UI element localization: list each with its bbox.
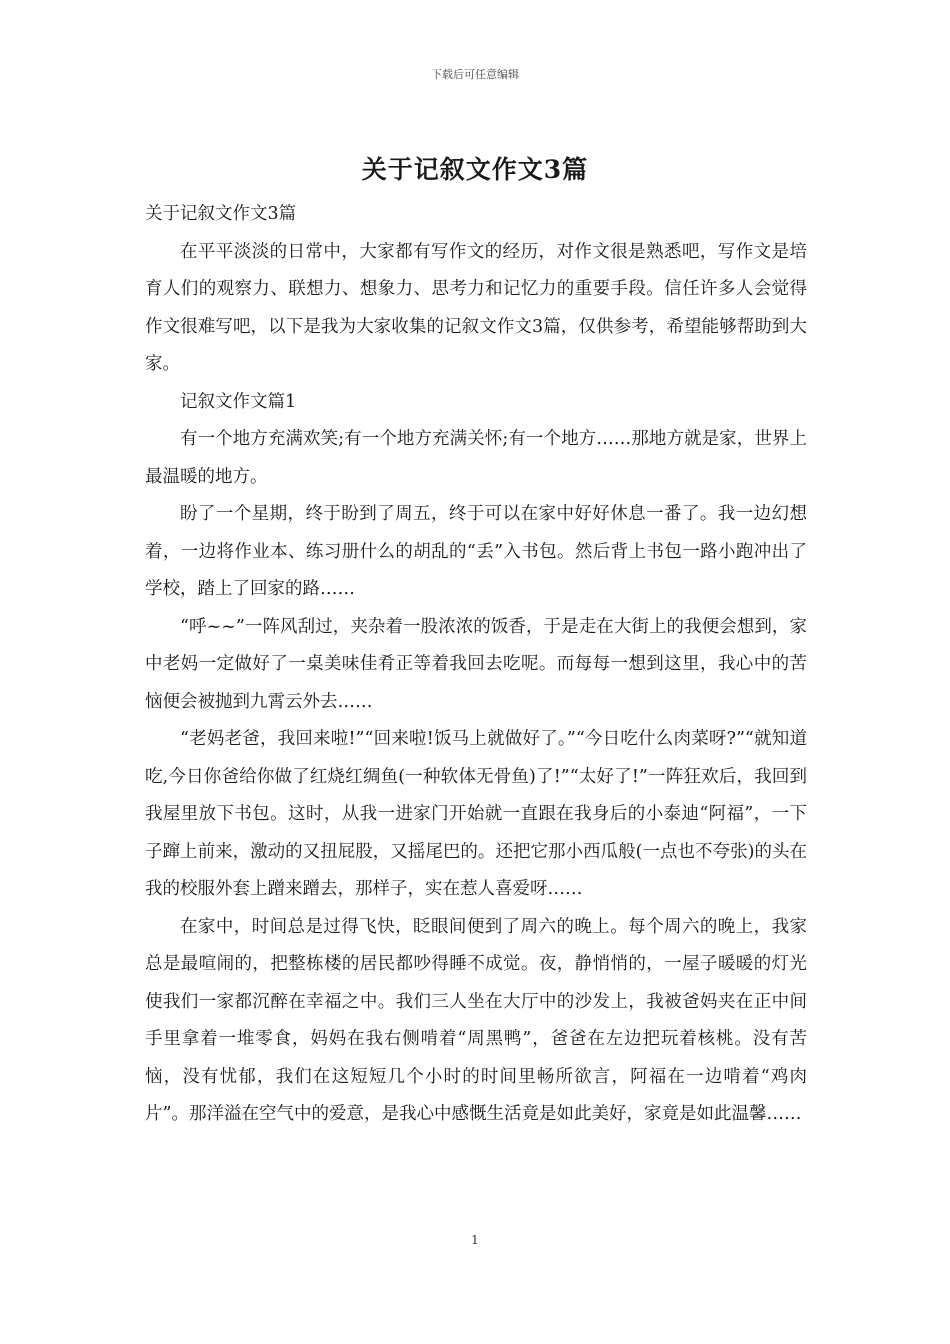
body-paragraph: 在家中，时间总是过得飞快，眨眼间便到了周六的晚上。每个周六的晚上，我家总是最喧闹的，把整栋楼的居民都吵得睡不成觉。夜，静悄悄的，一屋子暖暖的灯光使我们一家都沉醉在幸福之中。我们三人坐在大厅中的沙发上，我被爸妈夹在正中间手里拿着一堆零食，妈妈在我右侧啃着“周黑鸭”，爸爸在左边把玩着核桃。没有苦恼，没有忧郁，我们在这短短几个小时的时间里畅所欲言，阿福在一边啃着“鸡肉片”。那洋溢在空气中的爱意，是我心中感慨生活竟是如此美好，家竟是如此温馨…… (145, 916, 807, 1124)
subtitle-paragraph: 关于记叙文作文3篇 (145, 204, 297, 224)
page-header: 下载后可任意编辑 (431, 68, 519, 81)
intro-paragraph: 在平平淡淡的日常中，大家都有写作文的经历，对作文很是熟悉吧，写作文是培育人们的观察力、联想力、想象力、思考力和记忆力的重要手段。信任许多人会觉得作文很难写吧，以下是我为大家收集的记叙文作文3篇，仅供参考，希望能够帮助到大家。 (145, 241, 807, 374)
section-heading: 记叙文作文篇1 (180, 391, 297, 412)
body-paragraph: 有一个地方充满欢笑;有一个地方充满关怀;有一个地方……那地方就是家，世界上最温暖的地方。 (145, 429, 807, 487)
body-paragraph: “呼~~”一阵风刮过，夹杂着一股浓浓的饭香，于是走在大街上的我便会想到，家中老妈一定做好了一桌美味佳肴正等着我回去吃呢。而每每一想到这里，我心中的苦恼便会被抛到九霄云外去…… (145, 616, 807, 712)
body-paragraph: “老妈老爸，我回来啦!”“回来啦!饭马上就做好了。”“今日吃什么肉菜呀?”“就知道吃,今日你爸给你做了红烧红绸鱼(一种软体无骨鱼)了!”“太好了!”一阵狂欢后，我回到我屋里放下书包。这时，从我一进家门开始就一直跟在我身后的小泰迪“阿福”，一下子蹿上前来，激动的又扭屁股，又摇尾巴的。还把它那小西瓜般(一点也不夸张)的头在我的校服外套上蹭来蹭去，那样子，实在惹人喜爱呀…… (145, 729, 807, 899)
page-number: 1 (471, 1233, 479, 1247)
body-paragraph: 盼了一个星期，终于盼到了周五，终于可以在家中好好休息一番了。我一边幻想着，一边将作业本、练习册什么的胡乱的“丢”入书包。然后背上书包一路小跑冲出了学校，踏上了回家的路…… (145, 504, 807, 599)
document-body (145, 196, 807, 1134)
document-title: 关于记叙文作文3篇 (361, 155, 589, 184)
